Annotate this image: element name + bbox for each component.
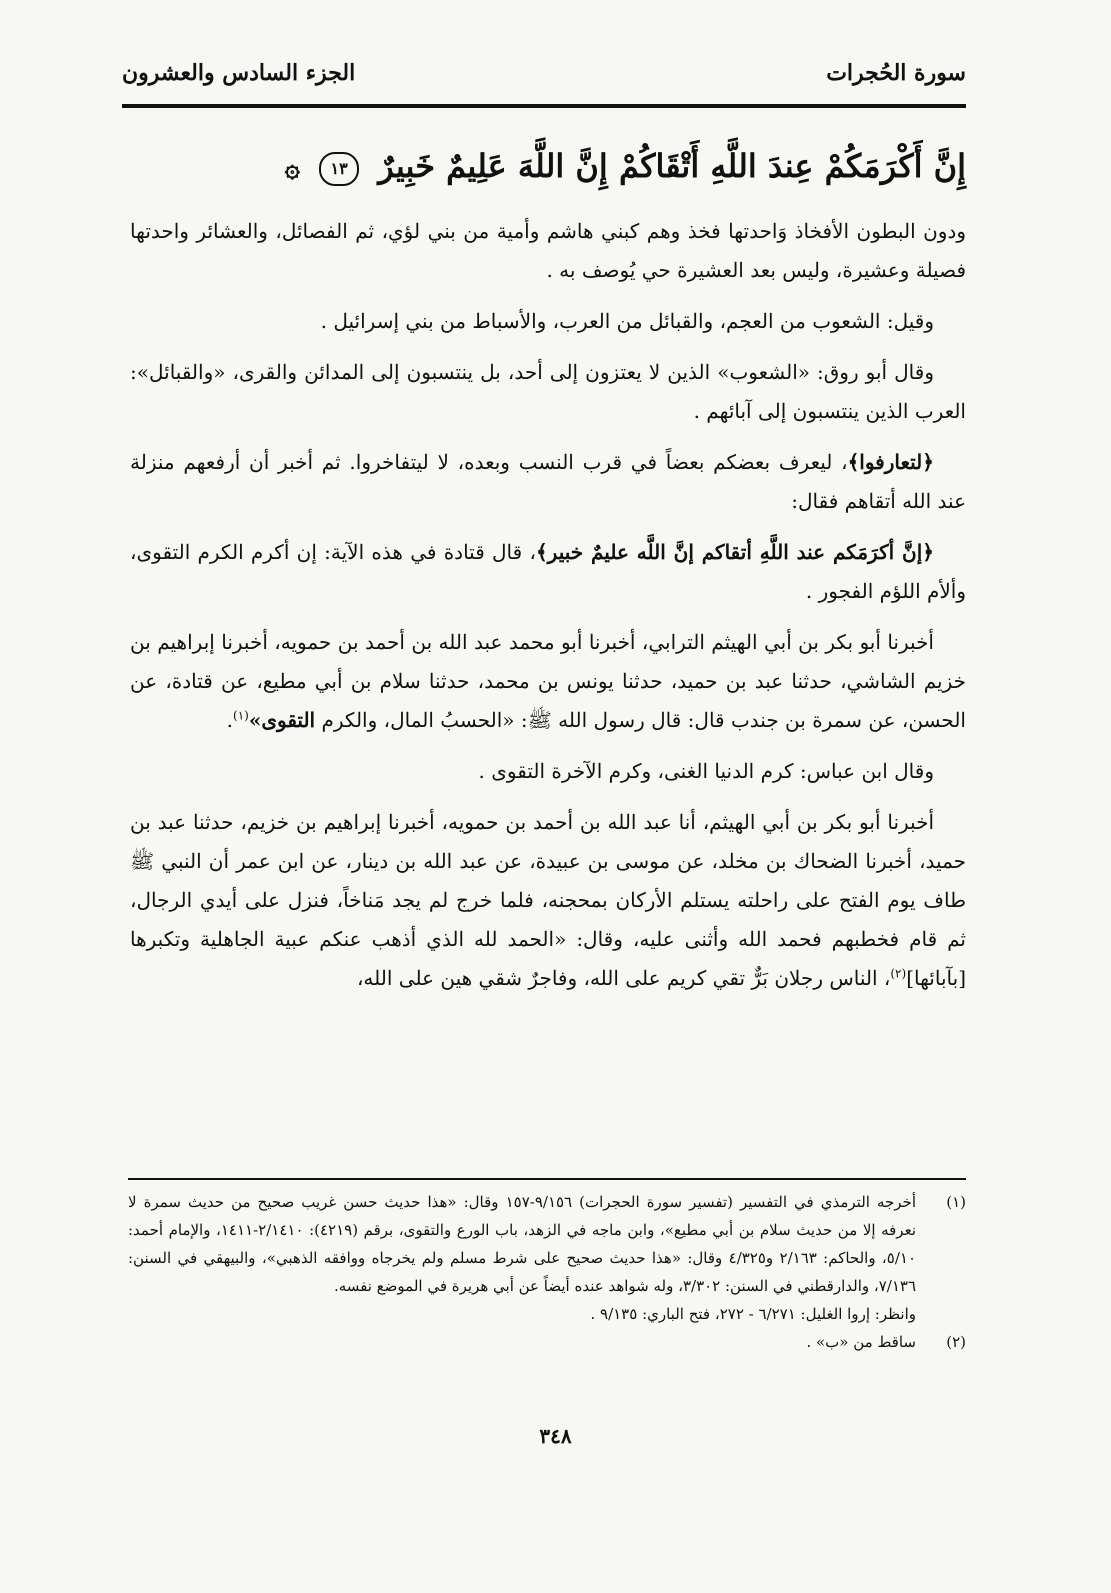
paragraph-4 [130, 443, 966, 521]
footnote-ref-1[interactable]: (١) [233, 708, 249, 723]
footnote-1-number: (١) [946, 1193, 966, 1211]
footnote-2-text: ساقط من «ب» . [806, 1333, 916, 1351]
verse-end-icon: ۞ [284, 153, 300, 184]
footnote-1-text: أخرجه الترمذي في التفسير (تفسير سورة الحجرات) ٩/١٥٦-١٥٧ وقال: «هذا حديث حسن غريب صحيح من حديث سمرة لا نعرفه إلا من حديث سلام بن أبي مطيع»، وابن ماجه في الزهد، باب الورع والتقوى، برقم (٤٢١٩): ٢/١٤١٠-١٤١١، والإمام أحمد: ٥/١٠، والحاكم: ٢/١٦٣ و٤/٣٢٥ وقال: «هذا حديث صحيح على شرط مسلم ولم يخرجاه ووافقه الذهبي»، والبيهقي في السنن: ٧/١٣٦، والدارقطني في السنن: ٣/٣٠٢، وله شواهد عنده أيضاً عن أبي هريرة في الموضع نفسه. [128, 1193, 917, 1295]
surah-title: سورة الحُجرات [826, 60, 966, 86]
paragraph-4-text: ، ليعرف بعضكم بعضاً في قرب النسب وبعده، لا ليتفاخروا. ثم أخبر أن أرفعهم منزلة عند الله أتقاهم فقال: [130, 450, 966, 513]
footnote-2-number: (٢) [946, 1333, 966, 1351]
paragraph-8-end: ، الناس رجلان بَرٌّ تقي كريم على الله، وفاجرٌ شقي هين على الله، [356, 966, 891, 990]
paragraph-5-text: ، قال قتادة في هذه الآية: إن أكرم الكرم التقوى، وألأم اللؤم الفجور . [130, 540, 966, 603]
paragraph-6 [130, 623, 966, 740]
page-header [122, 50, 966, 96]
paragraph-3: وقال أبو روق: «الشعوب» الذين لا يعتزون إلى أحد، بل ينتسبون إلى المدائن والقرى، «والقبائل»: العرب الذين ينتسبون إلى آبائهم . [130, 360, 966, 423]
main-text [130, 212, 966, 1010]
quoted-word: ﴿لتعارفوا﴾ [847, 450, 934, 474]
paragraph-7: وقال ابن عباس: كرم الدنيا الغنى، وكرم الآخرة التقوى . [478, 759, 934, 783]
paragraph-5 [130, 533, 966, 611]
hadith-chain: أخبرنا أبو بكر بن أبي الهيثم الترابي، أخبرنا أبو محمد عبد الله بن أحمد بن حمويه، أخبرنا إبراهيم بن خزيم الشاشي، حدثنا عبد بن حميد، حدثنا يونس بن محمد، حدثنا سلام بن أبي مطيع، عن قتادة، عن الحسن، عن سمرة بن جندب قال: قال رسول الله ﷺ: «الحسبُ المال، والكرم [130, 630, 967, 732]
hadith-bold-end: التقوى» [248, 708, 316, 732]
footnote-1-extra: وانظر: إروا الغليل: ٦/٢٧١ - ٢٧٢، فتح الباري: ٩/١٣٥ . [590, 1305, 916, 1323]
quoted-verse: ﴿إنَّ أكرَمَكم عند اللَّهِ أتقاكم إنَّ اللَّه عليمٌ خبير﴾ [535, 540, 934, 564]
paragraph-6-end: . [226, 708, 233, 732]
footnote-ref-2[interactable]: (٢) [890, 966, 907, 981]
page-number: ٣٤٨ [539, 1424, 572, 1448]
paragraph-2: وقيل: الشعوب من العجم، والقبائل من العرب، والأسباط من بني إسرائيل . [320, 309, 934, 333]
verse-text: إِنَّ أَكْرَمَكُمْ عِندَ اللَّهِ أَتْقَاكُمْ إِنَّ اللَّهَ عَلِيمٌ خَبِيرٌ [378, 147, 966, 185]
quran-verse [284, 135, 966, 197]
footnote-rule [128, 1178, 966, 1180]
footnote-1 [128, 1188, 966, 1300]
header-rule [122, 104, 966, 108]
footnote-2 [128, 1328, 966, 1356]
footnotes [128, 1188, 966, 1356]
paragraph-8 [130, 803, 966, 998]
hadith-chain-2: أخبرنا أبو بكر بن أبي الهيثم، أنا عبد الله بن أحمد بن حمويه، أخبرنا إبراهيم بن خزيم، حدثنا عبد بن حميد، أخبرنا الضحاك بن مخلد، عن موسى بن عبيدة، عن عبد الله بن دينار، عن ابن عمر أن النبي ﷺ طاف يوم الفتح على راحلته يستلم الأركان بمحجنه، فلما خرج لم يجد مَناخاً، فنزل على أيدي الرجال، ثم قام فخطبهم فحمد الله وأثنى عليه، وقال: «الحمد لله الذي أذهب عنكم عبية الجاهلية وتكبرها [بآبائها] [130, 810, 966, 990]
verse-number-badge: ١٣ [319, 152, 359, 186]
juz-title: الجزء السادس والعشرون [122, 60, 356, 86]
paragraph-1: ودون البطون الأفخاذ وَاحدتها فخذ وهم كبني هاشم وأمية من بني لؤي، ثم الفصائل، والعشائر واحدتها فصيلة وعشيرة، وليس بعد العشيرة حي يُوصف به . [130, 219, 966, 282]
